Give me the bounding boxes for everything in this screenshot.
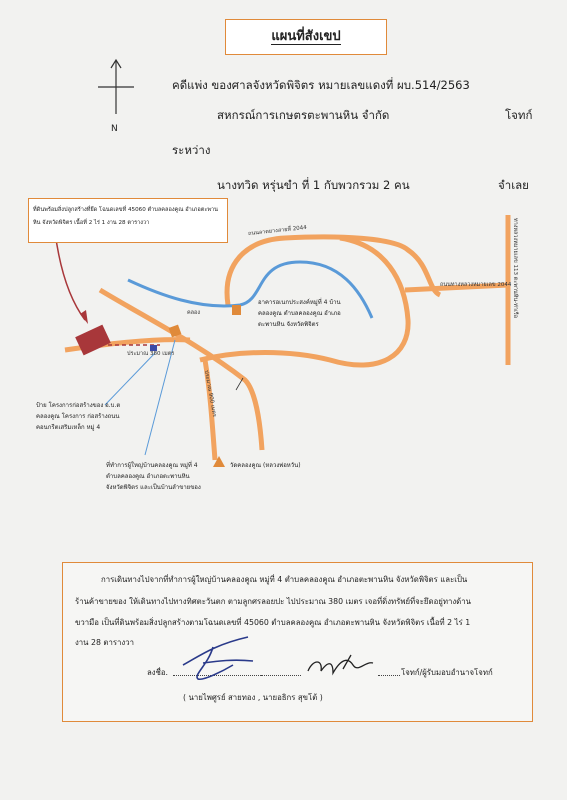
label-road-top: ถนนลาดยางสายที่ 2044 xyxy=(247,224,308,238)
legend-line-1: ที่ดินพร้อมสิ่งปลูกสร้างที่ยึด โฉนดเลขที่ 45060 ตำบลคลองคูณ อำเภอตะพาน xyxy=(33,207,219,213)
label-headman-1: ที่ทำการผู้ใหญ่บ้านคลองคูณ หมู่ที่ 4 xyxy=(106,462,198,469)
label-road-vertical: ทางหลวงหมายเลข 113 ตะพานหิน-ท่าเรือ xyxy=(512,218,518,318)
plot-pointer-arrowhead xyxy=(80,310,88,324)
label-sign xyxy=(36,400,120,433)
plot-pointer-line xyxy=(55,232,85,320)
desc-line-3: ขวามือ เป็นที่ดินพร้อมสิ่งปลูกสร้างตามโฉนดเลขที่ 45060 ตำบลคลองคูณ อำเภอตะพานหิน จังหวัดพิจิตร เนื้อที่ 2 ไร่ 1 xyxy=(75,618,471,627)
signature-2 xyxy=(303,651,383,681)
desc-line-1: การเดินทางไปจากที่ทำการผู้ใหญ่บ้านคลองคูณ หมู่ที่ 4 ตำบลคลองคูณ อำเภอตะพานหิน จังหวัดพิจิตร และเป็น xyxy=(101,575,468,584)
plaintiff-role: โจทก์ xyxy=(505,108,533,122)
label-temple: วัดคลองคูณ (หลวงพ่อหวัน) xyxy=(230,462,301,469)
label-lane-down: ประมาณ 900 เมตร xyxy=(202,369,218,418)
label-sign-3: คอนกรีตเสริมเหล็ก หมู่ 4 xyxy=(36,424,101,431)
plaintiff-name: สหกรณ์การเกษตรตะพานหิน จำกัด xyxy=(217,108,390,122)
defendant-role: จำเลย xyxy=(498,178,529,192)
signature-1 xyxy=(173,635,263,683)
small-arrow-icon xyxy=(236,378,243,390)
label-sign-2: คลองคูณ โครงการ ก่อสร้างถนน xyxy=(36,413,120,420)
sign-dots-3 xyxy=(378,675,400,676)
signatory-names: ( นายไพศูรย์ สายทอง , นายอธิกร สุขโต้ ) xyxy=(183,693,323,702)
label-building-1: อาคารอเนกประสงค์หมู่ที่ 4 บ้าน xyxy=(258,299,341,306)
desc-line-2: ร้านค้าขายของ ให้เดินทางไปทางทิศตะวันตก ตามลูกศรลอยปะ ไปประมาณ 380 เมตร เจอที่ดิ่งทรัพย์ที่จะยึดอยู่ทางด้าน xyxy=(75,597,471,606)
legend-box xyxy=(28,198,228,243)
label-canal: คลอง xyxy=(187,310,201,316)
label-building-2: คลองคูณ ตำบลคลองคูณ อำเภอ xyxy=(258,310,341,317)
label-headman-2: ตำบลคลองคูณ อำเภอตะพานหิน xyxy=(106,473,190,480)
between-label: ระหว่าง xyxy=(172,143,211,157)
label-sign-1: ป้าย โครงการก่อสร้างของ อ.บ.ต xyxy=(36,402,121,409)
legend-line-2: หิน จังหวัดพิจิตร เนื้อที่ 2 ไร่ 1 งาน 28 ตารางวา xyxy=(33,220,150,226)
description-box xyxy=(62,562,533,722)
label-road-right: ถนนทางหลวงหมายเลข 2044 xyxy=(440,282,512,288)
label-headman-3: จังหวัดพิจิตร และเป็นบ้านลำขายของ xyxy=(106,484,201,491)
sign-suffix: โจทก์/ผู้รับมอบอำนาจโจทก์ xyxy=(401,668,493,677)
north-label: N xyxy=(111,124,118,134)
title-text: แผนที่สังเขป xyxy=(271,29,341,44)
case-number: คดีแพ่ง ของศาลจังหวัดพิจิตร หมายเลขแดงที่ ผบ.514/2563 xyxy=(172,78,470,92)
sign-dots-2 xyxy=(261,675,301,676)
label-building xyxy=(258,297,341,330)
sign-prefix: ลงชื่อ. xyxy=(147,668,169,677)
label-headman xyxy=(106,460,201,493)
desc-line-4: งาน 28 ตารางวา xyxy=(75,638,134,647)
defendant-name: นางทวิด หรุ่นขำ ที่ 1 กับพวกรวม 2 คน xyxy=(217,178,410,192)
label-building-3: ตะพานหิน จังหวัดพิจิตร xyxy=(258,321,319,328)
multipurpose-building xyxy=(232,305,241,315)
label-lane-left: ประมาณ 380 เมตร xyxy=(127,351,175,357)
sign-pointer xyxy=(105,353,155,405)
seized-plot xyxy=(75,325,111,356)
